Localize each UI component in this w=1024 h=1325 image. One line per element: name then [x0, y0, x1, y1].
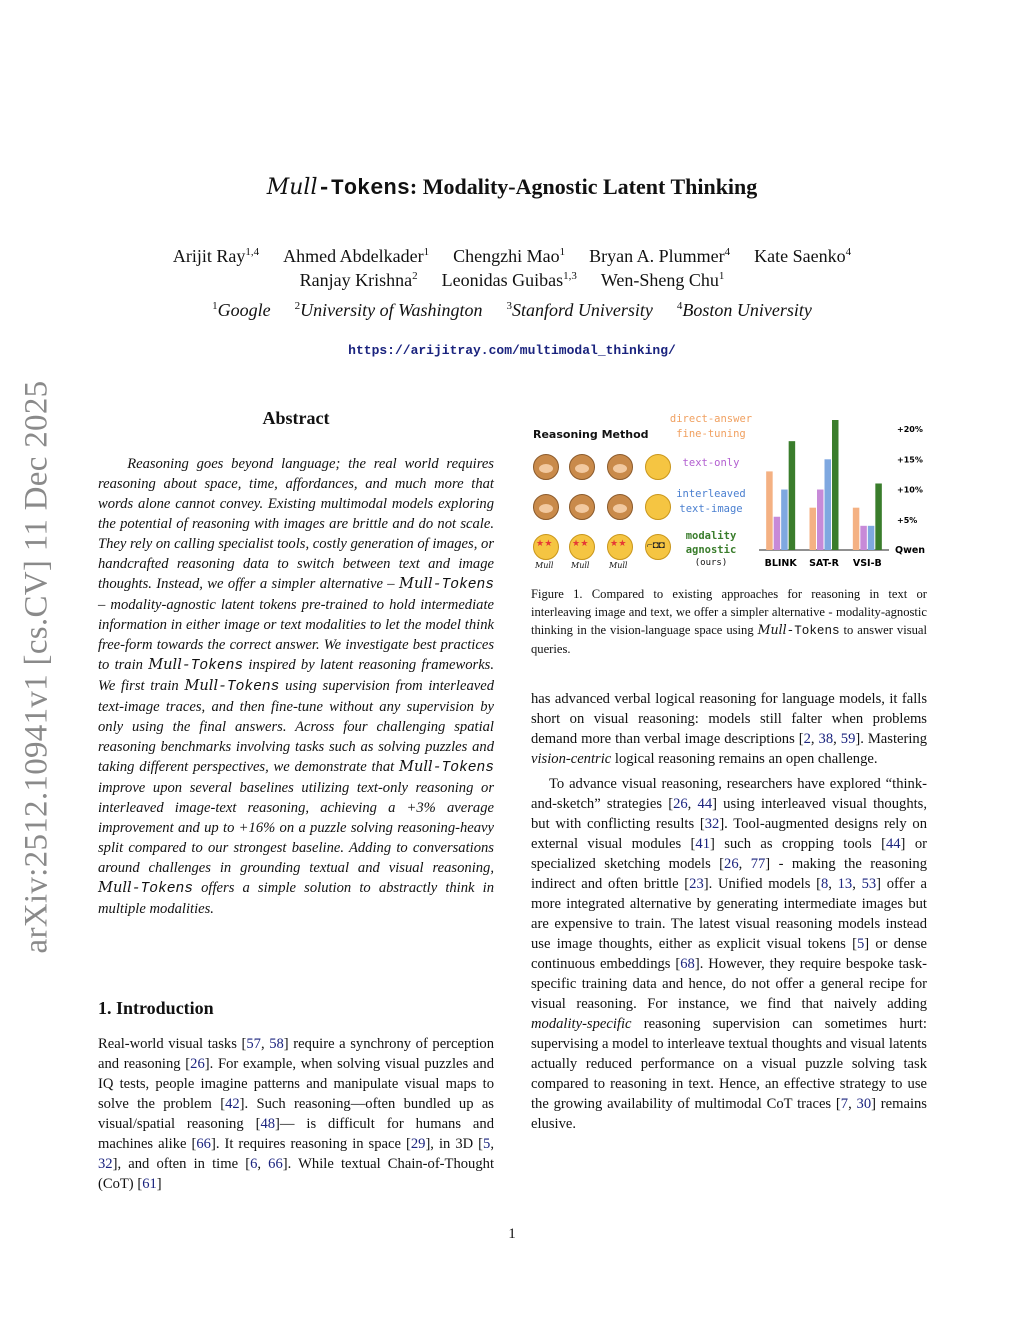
page-number: 1	[508, 1226, 516, 1242]
bar-vsi-b-series-0	[853, 508, 860, 550]
arxiv-sidebar: arXiv:2512.10941v1 [cs.CV] 11 Dec 2025	[18, 380, 55, 954]
introduction-text: Real-world visual tasks [57, 58] require a synchrony of perception and reasoning [26]. For example, when solving visual puzzles and IQ tests, people imagine patterns and manipulate visual maps to solve the problem [42]. Such reasoning—often bundled up as visual/spatial reasoning [48]— is difficult for humans and machines alike [66]. It requires reasoning in space [29], in 3D [5, 32], and often in time [6, 66]. While textual Chain-of-Thought (CoT) [61]	[98, 1036, 494, 1192]
bar-vsi-b-series-1	[860, 526, 867, 550]
authors-row-2	[0, 264, 1024, 292]
bar-sat-r-series-1	[817, 490, 824, 550]
category-label: VSI-B	[852, 558, 882, 569]
agnostic-label: agnostic	[685, 544, 737, 556]
author-name: Kate Saenko$^4$	[754, 246, 852, 266]
nerd-face-icon	[645, 534, 671, 560]
paper-title: Mull-Tokens: Modality-Agnostic Latent Thinking	[266, 174, 758, 201]
figure-1	[531, 410, 931, 575]
right-column-text: has advanced verbal logical reasoning for language models, it falls short on visual reasoning: models still falter when problems demand more than verbal image descriptions [2, 38, 59]. Mastering vision-centric logical reasoning remains an open challenge. To advance visual reasoning, researchers have explored “think-and-sketch” strategies [26, 44] using interleaved visual thoughts, but with conflicting results [32]. Tool-augmented designs rely on external visual modules [41] such as cropping tools [44] or specialized sketching models [26, 77] - making the reasoning indirect and often brittle [23]. Unified models [8, 13, 53] offer a more integrated alternative by generating intermediate images but are expensive to train. The latest visual reasoning models instead use image thoughts, either as explicit visual tokens [5] or dense continuous embeddings [68]. However, they require bespoke task-specific training data and hence, do not offer a general recipe for visual reasoning. For instance, we find that naively adding modality-specific reasoning supervision can sometimes hurt: supervising a model to interleave textual thoughts and visual latents actually reduced performance on a visual puzzle solving task compared to reasoning in text. Hence, an effective strategy to use the growing availability of multimodal CoT traces [7, 30] remains elusive.	[531, 691, 928, 1132]
y-tick-label: +15%	[897, 455, 923, 465]
abstract-heading: Abstract	[262, 408, 330, 428]
monkey-icon	[569, 454, 595, 480]
bar-blink-series-2	[781, 490, 788, 550]
star-struck-icon	[533, 534, 559, 560]
bar-sat-r-series-2	[825, 459, 832, 550]
monkey-icon	[607, 454, 633, 480]
modality-label: modality	[685, 530, 737, 542]
author-name: Chengzhi Mao$^1$	[453, 246, 566, 266]
bar-vsi-b-series-2	[868, 526, 875, 550]
author-name: Bryan A. Plummer$^4$	[589, 246, 731, 266]
abstract-text: Reasoning goes beyond language; the real world requires reasoning about space, time, affordances, and much more that words alone cannot convey. Existing multimodal models exploring the potential of reasoning with images are brittle and do not scale. They rely on calling specialist tools, costly generation of images, or handcrafted reasoning data to switch between text and image thoughts. Instead, we offer a simpler alternative – Mull-Tokens – modality-agnostic latent tokens pre-trained to hold intermediate information in either image or text modalities to let the model think free-form towards the correct answer. We investigate best practices to train Mull-Tokens inspired by latent reasoning frameworks. We first train Mull-Tokens using supervision from interleaved text-image traces, and then fine-tune without any supervision by only using the final answers. Across four challenging spatial reasoning benchmarks involving tasks such as solving puzzles and taking different perspectives, we demonstrate that Mull-Tokens improve upon several baselines utilizing text-only reasoning or interleaved image-text reasoning, achieving a +3% average improvement and up to +16% on a puzzle solving reasoning-heavy split compared to our strongest baseline. Adding to conversations around challenges in grounding textual and visual reasoning, Mull-Tokens offers a simple solution to abstractly think in multiple modalities.	[98, 456, 494, 917]
text-only-label: text-only	[682, 457, 740, 469]
y-tick-label: +5%	[897, 515, 918, 525]
fine-tuning-label: fine-tuning	[676, 428, 746, 440]
text-image-label: text-image	[679, 503, 743, 515]
affiliation: $^3$Stanford University	[506, 300, 653, 320]
figure-caption: Figure 1. Compared to existing approaches for reasoning in text or interleaving image and text, we offer a simpler alternative - modality-agnostic thinking in the vision-language space using Mull-Tokens to answer visual queries.	[531, 587, 927, 656]
monkey-icon	[533, 454, 559, 480]
affiliation: $^2$University of Washington	[294, 300, 483, 320]
category-label: BLINK	[764, 558, 797, 569]
interleaved-label: interleaved	[676, 488, 746, 500]
category-label: SAT-R	[809, 558, 839, 569]
monkey-icon	[607, 494, 633, 520]
y-tick-label: +20%	[897, 425, 923, 435]
star-struck-icon	[607, 534, 633, 560]
author-name: Ranjay Krishna$^2$	[299, 270, 418, 290]
mull-label: Mull	[571, 561, 590, 570]
ours-label: (ours)	[694, 558, 728, 568]
project-url[interactable]: https://arijitray.com/multimodal_thinking/	[348, 343, 676, 358]
mull-label: Mull	[535, 561, 554, 570]
bar-sat-r-series-0	[810, 508, 817, 550]
author-name: Arijit Ray$^{1,4}$	[172, 246, 260, 266]
affiliation: $^1$Google	[212, 300, 271, 320]
author-name: Leonidas Guibas$^{1,3}$	[441, 270, 577, 290]
bar-blink-series-3	[789, 441, 796, 550]
bar-blink-series-1	[774, 517, 781, 550]
affiliation: $^4$Boston University	[676, 300, 812, 320]
thinking-face-icon	[645, 494, 671, 520]
mull-label: Mull	[609, 561, 628, 570]
monkey-icon	[533, 494, 559, 520]
introduction-heading: 1. Introduction	[98, 998, 214, 1018]
author-name: Wen-Sheng Chu$^1$	[600, 270, 725, 290]
author-name: Ahmed Abdelkader$^1$	[283, 246, 430, 266]
bar-chart	[759, 410, 929, 575]
bar-blink-series-0	[766, 471, 773, 550]
baseline-label: Qwen	[895, 545, 926, 556]
bar-sat-r-series-3	[832, 420, 839, 550]
star-struck-icon	[569, 534, 595, 560]
thinking-face-icon	[645, 454, 671, 480]
direct-answer-label: direct-answer	[669, 413, 753, 425]
affiliations	[0, 300, 1024, 321]
reasoning-method-label: Reasoning Method	[533, 428, 649, 441]
bar-vsi-b-series-3	[875, 483, 882, 550]
monkey-icon	[569, 494, 595, 520]
y-tick-label: +10%	[897, 485, 923, 495]
